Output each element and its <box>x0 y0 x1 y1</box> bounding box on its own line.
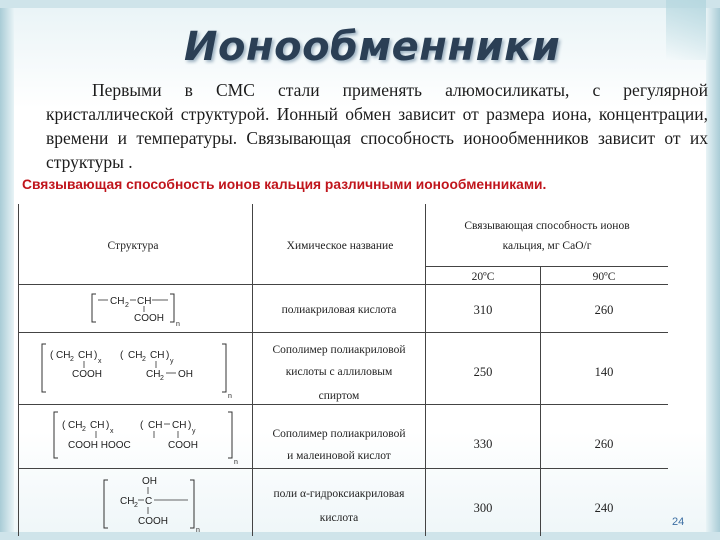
formula-poly-alpha-hydroxyacrylic-acid <box>98 472 208 534</box>
row-line-1 <box>18 332 668 333</box>
row2-chemical-name-line1: Сополимер полиакриловой <box>272 344 406 356</box>
row1-value-90: 260 <box>594 303 614 317</box>
svg-text:): ) <box>166 350 170 361</box>
intro-paragraph <box>46 78 708 174</box>
header-temp-20: 20ºС <box>471 271 495 283</box>
svg-text:): ) <box>188 420 192 431</box>
svg-text:n: n <box>234 459 238 466</box>
slide-title: Ионообменники <box>184 24 561 70</box>
svg-text:2: 2 <box>125 302 129 309</box>
row1-value-20: 310 <box>473 303 493 317</box>
row3-value-20: 330 <box>473 437 493 451</box>
intro-paragraph-text: Первыми в СМС стали применять алюмосиликаты, с регулярной кристаллической структурой. Ионный обмен зависит от размера иона, концентрации, времени и температуры. Связывающая способность ионообменников зависит от их структуры . <box>46 80 708 172</box>
frame-right <box>706 0 720 540</box>
row3-chemical-name-line2: и малеиновой кислот <box>287 450 391 462</box>
svg-text:n: n <box>176 321 180 328</box>
svg-text:n: n <box>196 527 200 534</box>
col-divider-1 <box>252 204 253 536</box>
svg-text:2: 2 <box>70 356 74 363</box>
page-number: 24 <box>672 516 685 528</box>
row4-chemical-name-line1: поли α-гидроксиакриловая <box>273 488 405 500</box>
row2-chemical-name-line3: спиртом <box>318 390 360 402</box>
svg-text:): ) <box>106 420 110 431</box>
frame-left <box>0 0 14 540</box>
corner-decoration <box>666 0 706 60</box>
row4-chemical-name-line2: кислота <box>319 512 359 524</box>
col-divider-2 <box>425 204 426 536</box>
svg-text:CH: CH <box>68 420 83 431</box>
frame-top <box>0 0 720 8</box>
row-line-2 <box>18 404 668 405</box>
svg-text:y: y <box>192 428 196 435</box>
svg-text:CH: CH <box>128 350 143 361</box>
svg-text:COOH: COOH <box>72 369 102 380</box>
svg-text:n: n <box>228 393 232 400</box>
svg-text:x: x <box>110 428 114 435</box>
row3-value-90: 260 <box>594 437 614 451</box>
svg-text:CH: CH <box>90 420 105 431</box>
formula-acrylic-allyl-copolymer <box>36 336 236 402</box>
svg-text:CH: CH <box>56 350 71 361</box>
table-caption: Связывающая способность ионов кальция различными ионообменниками. <box>22 177 547 192</box>
ion-exchanger-table <box>18 204 668 536</box>
row3-chemical-name-line1: Сополимер полиакриловой <box>272 428 406 440</box>
formula-acrylic-maleic-copolymer <box>48 408 248 466</box>
svg-text:2: 2 <box>160 375 164 382</box>
svg-text:y: y <box>170 358 174 365</box>
svg-text:COOH: COOH <box>134 313 164 324</box>
svg-text:2: 2 <box>134 502 138 509</box>
svg-text:(: ( <box>62 420 66 431</box>
row2-value-90: 140 <box>594 365 614 379</box>
header-capacity-line2: кальция, мг CaO/г <box>502 240 592 252</box>
svg-text:COOH HOOC: COOH HOOC <box>68 440 131 451</box>
svg-text:CH: CH <box>110 296 125 307</box>
svg-text:(: ( <box>140 420 144 431</box>
svg-text:x: x <box>98 358 102 365</box>
table-left-border <box>18 204 19 536</box>
row1-chemical-name: полиакриловая кислота <box>281 304 397 316</box>
col-divider-3 <box>540 266 541 536</box>
svg-text:COOH: COOH <box>138 516 168 527</box>
header-capacity-line1: Связывающая способность ионов <box>464 220 630 232</box>
row4-value-90: 240 <box>594 501 614 515</box>
svg-text:CH: CH <box>148 420 163 431</box>
svg-text:2: 2 <box>142 356 146 363</box>
svg-text:CH: CH <box>137 296 152 307</box>
row2-chemical-name-line2: кислоты с аллиловым <box>285 366 393 378</box>
svg-text:CH: CH <box>120 496 135 507</box>
svg-text:CH: CH <box>146 369 161 380</box>
header-chemical-name: Химическое название <box>286 240 394 252</box>
header-temp-90: 90ºС <box>592 271 616 283</box>
svg-text:CH: CH <box>150 350 165 361</box>
svg-text:COOH: COOH <box>168 440 198 451</box>
svg-text:CH: CH <box>78 350 93 361</box>
header-subline <box>425 266 668 267</box>
formula-polyacrylic-acid <box>78 288 198 330</box>
svg-text:C: C <box>145 496 153 507</box>
svg-text:(: ( <box>120 350 124 361</box>
row4-value-20: 300 <box>473 501 493 515</box>
svg-text:OH: OH <box>142 476 157 487</box>
row2-value-20: 250 <box>473 365 493 379</box>
row-line-3 <box>18 468 668 469</box>
svg-text:): ) <box>94 350 98 361</box>
svg-text:CH: CH <box>172 420 187 431</box>
svg-text:2: 2 <box>82 426 86 433</box>
svg-text:OH: OH <box>178 369 193 380</box>
header-structure: Структура <box>107 240 159 252</box>
svg-text:(: ( <box>50 350 54 361</box>
